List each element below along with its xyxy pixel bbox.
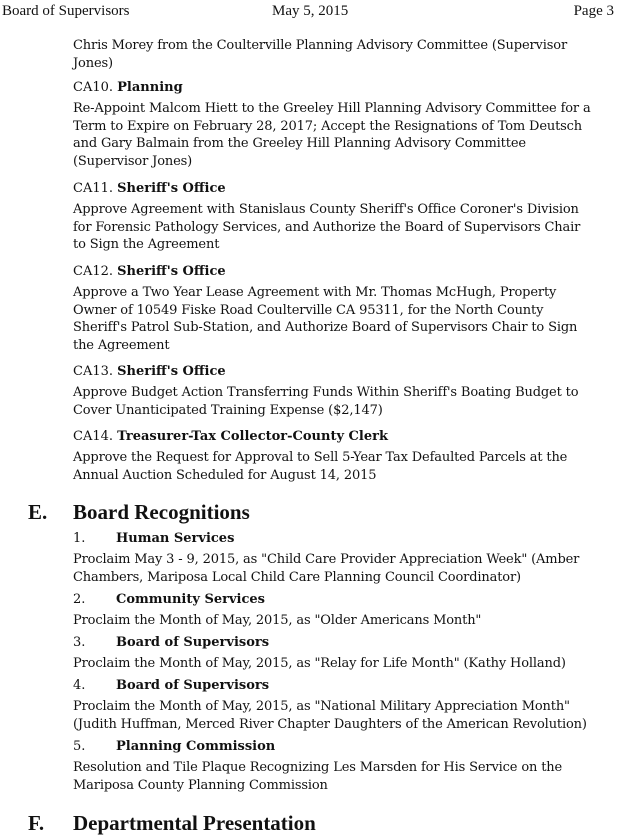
consent-item-heading	[73, 180, 226, 197]
consent-item-number: CA11.	[73, 181, 114, 196]
consent-item-heading	[73, 363, 226, 380]
recognition-number: 2.	[73, 592, 86, 607]
header-page-number: Page 3	[573, 3, 614, 19]
recognition-text: Proclaim the Month of May, 2015, as "Older Americans Month"	[73, 613, 482, 628]
consent-item-heading	[73, 263, 226, 280]
header-date: May 5, 2015	[272, 3, 349, 19]
recognition-text: Resolution and Tile Plaque Recognizing Les Marsden for His Service on the Mariposa County Planning Commission	[73, 760, 563, 793]
intro-text: Chris Morey from the Coulterville Planning Advisory Committee (Supervisor Jones)	[73, 38, 568, 71]
recognition-title: Human Services	[116, 531, 235, 546]
header-left: Board of Supervisors	[2, 3, 130, 19]
consent-item-number: CA12.	[73, 264, 114, 279]
consent-item-number: CA10.	[73, 80, 114, 95]
consent-item-title: Treasurer-Tax Collector-County Clerk	[117, 429, 388, 444]
recognition-number: 4.	[73, 678, 86, 693]
recognition-text: Proclaim May 3 - 9, 2015, as "Child Care Provider Appreciation Week" (Amber Chambers, Mariposa Local Child Care Planning Council Coordinator)	[73, 552, 580, 585]
consent-item-title: Sheriff's Office	[117, 181, 226, 196]
consent-item-heading	[73, 428, 388, 445]
section-e-title: Board Recognitions	[73, 500, 250, 524]
recognition-title: Board of Supervisors	[116, 678, 270, 693]
consent-item-title: Sheriff's Office	[117, 264, 226, 279]
consent-item-text: Approve Budget Action Transferring Funds Within Sheriff's Boating Budget to Cover Unanticipated Training Expense ($2,147)	[73, 385, 579, 418]
consent-item-text: Approve the Request for Approval to Sell 5-Year Tax Defaulted Parcels at the Annual Auction Scheduled for August 14, 2015	[73, 450, 568, 483]
recognition-title: Community Services	[116, 592, 265, 607]
consent-item-text: Approve Agreement with Stanislaus County Sheriff's Office Coroner's Division for Forensic Pathology Services, and Authorize the Board of Supervisors Chair to Sign the Agreement	[73, 202, 581, 252]
consent-item-heading	[73, 79, 183, 96]
consent-item-title: Sheriff's Office	[117, 364, 226, 379]
recognition-title: Planning Commission	[116, 739, 276, 754]
recognition-text: Proclaim the Month of May, 2015, as "National Military Appreciation Month" (Judith Huffman, Merced River Chapter Daughters of the American Revolution)	[73, 699, 587, 732]
section-e-letter: E.	[28, 500, 48, 524]
consent-item-text: Approve a Two Year Lease Agreement with Mr. Thomas McHugh, Property Owner of 10549 Fiske Road Coulterville CA 95311, for the North County Sheriff's Patrol Sub-Station, and Authorize Board of Supervisors Chair to Sign the Agreement	[73, 285, 578, 353]
page-header	[0, 3, 620, 23]
consent-item-number: CA14.	[73, 429, 114, 444]
consent-item-text: Re-Appoint Malcom Hiett to the Greeley Hill Planning Advisory Committee for a Term to Expire on February 28, 2017; Accept the Resignations of Tom Deutsch and Gary Balmain from the Greeley Hill Planning Advisory Committee (Supervisor Jones)	[73, 101, 591, 169]
recognition-text: Proclaim the Month of May, 2015, as "Relay for Life Month" (Kathy Holland)	[73, 656, 566, 671]
consent-item-number: CA13.	[73, 364, 114, 379]
recognition-number: 5.	[73, 739, 86, 754]
consent-item-title: Planning	[117, 80, 183, 95]
recognition-number: 1.	[73, 531, 86, 546]
recognition-number: 3.	[73, 635, 86, 650]
section-f-title: Departmental Presentation	[73, 811, 316, 835]
section-f-letter: F.	[28, 811, 45, 835]
recognition-title: Board of Supervisors	[116, 635, 270, 650]
